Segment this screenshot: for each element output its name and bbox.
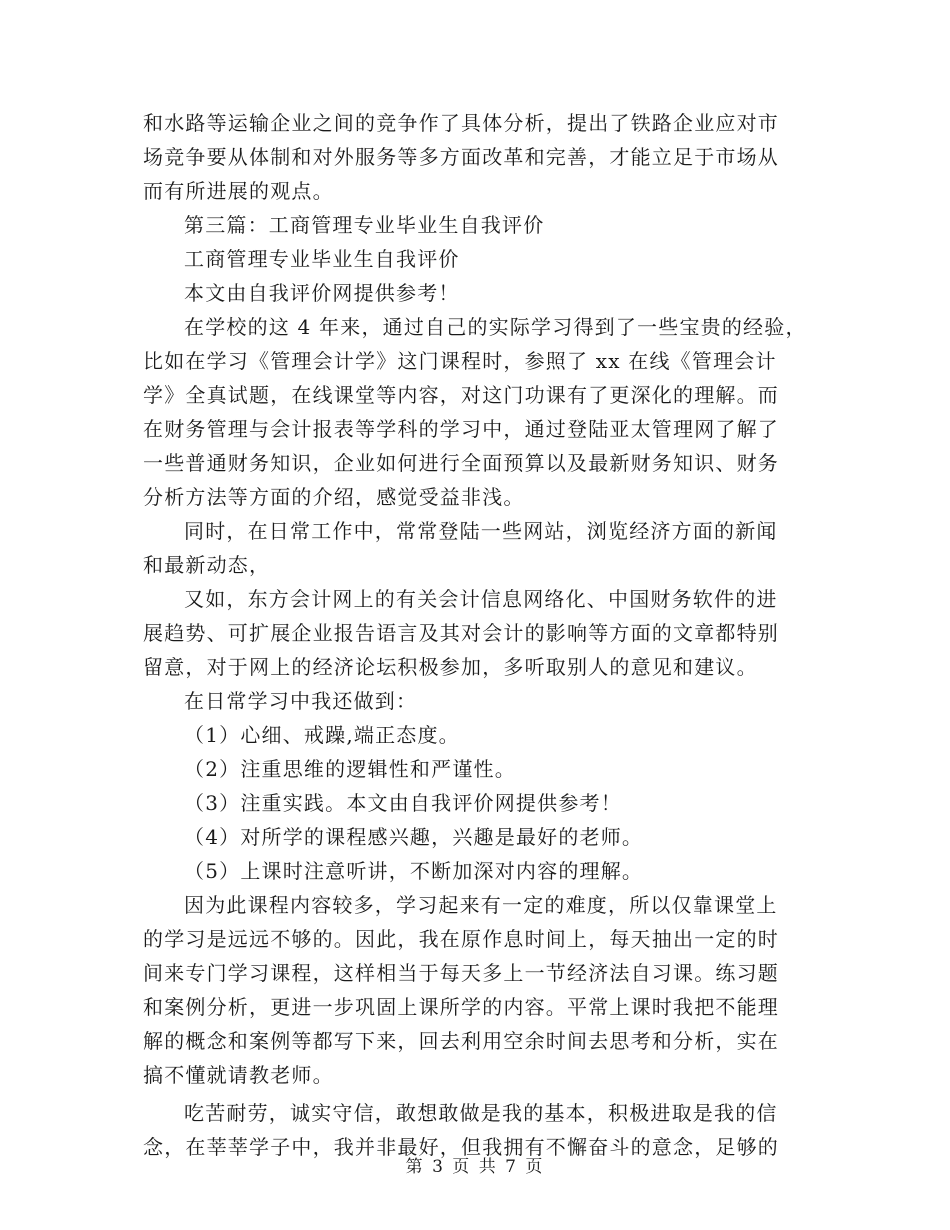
- text-line: 而有所进展的观点。: [143, 179, 334, 203]
- text-line: 在财务管理与会计报表等学科的学习中，通过登陆亚太管理网了解了: [143, 417, 779, 441]
- text-line: 本文由自我评价网提供参考！: [184, 281, 460, 305]
- list-item: （5）上课时注意听讲，不断加深对内容的理解。: [184, 859, 644, 883]
- text-line: 同时，在日常工作中，常常登陆一些网站，浏览经济方面的新闻: [184, 519, 778, 543]
- text-line: 比如在学习《管理会计学》这门课程时，参照了 xx 在线《管理会计: [143, 349, 777, 373]
- text-line: 一些普通财务知识，企业如何进行全面预算以及最新财务知识、财务: [143, 451, 779, 475]
- section-heading: 第三篇：工商管理专业毕业生自我评价: [184, 213, 545, 237]
- page-number-footer: 第 3 页 共 7 页: [405, 1157, 545, 1177]
- text-line: 展趋势、可扩展企业报告语言及其对会计的影响等方面的文章都特别: [143, 621, 779, 645]
- text-line: 场竞争要从体制和对外服务等多方面改革和完善，才能立足于市场从: [143, 145, 779, 169]
- text-line: 的学习是远远不够的。因此，我在原作息时间上，每天抽出一定的时: [143, 927, 779, 951]
- text-line: 解的概念和案例等都写下来，回去利用空余时间去思考和分析，实在: [143, 1029, 779, 1053]
- text-line: 分析方法等方面的介绍，感觉受益非浅。: [143, 485, 525, 509]
- text-line: 吃苦耐劳，诚实守信，敢想敢做是我的基本，积极进取是我的信: [184, 1101, 778, 1125]
- text-line: 和案例分析，更进一步巩固上课所学的内容。平常上课时我把不能理: [143, 995, 779, 1019]
- list-item: （3）注重实践。本文由自我评价网提供参考！: [184, 791, 622, 815]
- text-line: 在日常学习中我还做到：: [184, 689, 418, 713]
- text-line: 和水路等运输企业之间的竞争作了具体分析，提出了铁路企业应对市: [143, 111, 779, 135]
- list-item: （4）对所学的课程感兴趣，兴趣是最好的老师。: [184, 825, 644, 849]
- text-line: 留意，对于网上的经济论坛积极参加，多听取别人的意见和建议。: [143, 655, 758, 679]
- text-line: 又如，东方会计网上的有关会计信息网络化、中国财务软件的进: [184, 587, 778, 611]
- text-line: 念，在莘莘学子中，我并非最好，但我拥有不懈奋斗的意念，足够的: [143, 1135, 779, 1159]
- text-line: 搞不懂就请教老师。: [143, 1063, 334, 1087]
- text-line: 学》全真试题，在线课堂等内容，对这门功课有了更深化的理解。而: [143, 383, 779, 407]
- text-line: 和最新动态，: [143, 553, 271, 577]
- article-title: 工商管理专业毕业生自我评价: [184, 247, 460, 271]
- text-line: 在学校的这 4 年来，通过自己的实际学习得到了一些宝贵的经验，: [184, 315, 807, 339]
- text-line: 因为此课程内容较多，学习起来有一定的难度，所以仅靠课堂上: [184, 893, 778, 917]
- text-line: 间来专门学习课程，这样相当于每天多上一节经济法自习课。练习题: [143, 961, 779, 985]
- list-item: （1）心细、戒躁,端正态度。: [184, 723, 460, 747]
- list-item: （2）注重思维的逻辑性和严谨性。: [184, 757, 516, 781]
- body-text: [143, 106, 813, 1164]
